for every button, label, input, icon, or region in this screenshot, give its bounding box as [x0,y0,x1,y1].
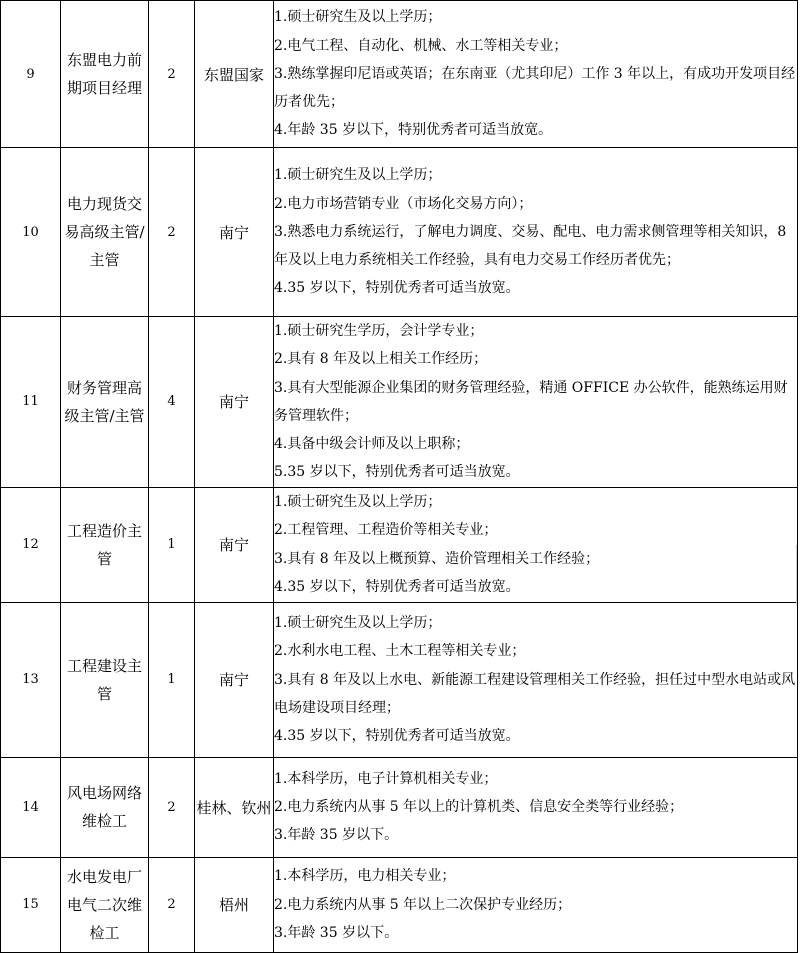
requirement-line: 1.硕士研究生及以上学历； [274,494,442,511]
headcount-cell: 2 [149,757,195,857]
job-title-cell: 电力现货交易高级主管/主管 [61,148,149,317]
requirement-line: 2.电力系统内从事 5 年以上二次保护专业经历； [274,896,572,913]
requirement-line: 3.熟练掌握印尼语或英语；在东南亚（尤其印尼）工作 3 年以上，有成功开发项目经历者优先； [274,65,796,111]
location-cell: 梧州 [195,857,274,952]
job-title-cell: 财务管理高级主管/主管 [61,317,149,488]
location-cell: 南宁 [195,602,274,757]
row-number-cell: 9 [1,1,61,148]
requirement-line: 5.35 岁以下，特别优秀者可适当放宽。 [274,464,520,481]
requirements-cell [274,317,798,488]
requirement-line: 4.35 岁以下，特别优秀者可适当放宽。 [274,579,520,596]
requirement-line: 1.硕士研究生及以上学历； [274,167,442,184]
requirement-line: 1.本科学历，电力相关专业； [274,868,456,885]
requirement-line: 2.具有 8 年及以上相关工作经历； [274,351,488,368]
requirement-line: 1.硕士研究生学历，会计学专业； [274,323,484,339]
requirements-cell [274,148,798,317]
location-cell: 南宁 [195,148,274,317]
table-row [1,857,798,952]
row-number-cell: 14 [1,757,61,857]
headcount-cell: 2 [149,857,195,952]
requirements-cell [274,1,798,148]
requirements-cell [274,602,798,757]
job-title-cell: 东盟电力前期项目经理 [61,1,149,148]
requirement-line: 2.电气工程、自动化、机械、水工等相关专业； [274,37,568,54]
requirement-line: 4.35 岁以下，特别优秀者可适当放宽。 [274,728,520,745]
row-number-cell: 11 [1,317,61,488]
requirement-line: 4.年龄 35 岁以下，特别优秀者可适当放宽。 [274,122,553,139]
row-number-cell: 12 [1,487,61,602]
requirements-cell [274,857,798,952]
row-number-cell: 15 [1,857,61,952]
job-title-cell: 工程建设主管 [61,602,149,757]
requirement-line: 2.工程管理、工程造价等相关专业； [274,522,498,539]
edge-divider [796,545,801,605]
requirement-line: 2.水利水电工程、土木工程等相关专业； [274,643,526,660]
requirement-line: 3.年龄 35 岁以下。 [274,827,399,844]
location-cell: 桂林、钦州 [195,757,274,857]
requirement-line: 3.具有 8 年及以上水电、新能源工程建设管理相关工作经验，担任过中型水电站或风电场建设项目经理； [274,671,796,716]
row-number-cell: 13 [1,602,61,757]
table-row [1,148,798,317]
headcount-cell: 1 [149,602,195,757]
requirement-line: 3.具有 8 年及以上概预算、造价管理相关工作经验； [274,550,600,567]
location-cell: 南宁 [195,487,274,602]
requirement-line: 3.年龄 35 岁以下。 [274,924,399,941]
requirement-line: 3.具有大型能源企业集团的财务管理经验，精通 OFFICE 办公软件，能熟练运用财务管理软件； [274,379,788,424]
requirement-line: 1.硕士研究生及以上学历； [274,9,442,26]
requirement-line: 1.硕士研究生及以上学历； [274,615,442,632]
requirement-line: 1.本科学历，电子计算机相关专业； [274,770,498,787]
requirement-line: 2.电力系统内从事 5 年以上的计算机类、信息安全类等行业经验； [274,799,684,816]
headcount-cell: 2 [149,148,195,317]
table-row [1,317,798,488]
location-cell: 东盟国家 [195,1,274,148]
row-number-cell: 10 [1,148,61,317]
requirement-line: 4.35 岁以下，特别优秀者可适当放宽。 [274,280,520,297]
headcount-cell: 2 [149,1,195,148]
job-title-cell: 风电场网络维检工 [61,757,149,857]
job-title-cell: 水电发电厂电气二次维检工 [61,857,149,952]
headcount-cell: 4 [149,317,195,488]
requirements-cell [274,757,798,857]
table-row [1,487,798,602]
requirement-line: 3.熟悉电力系统运行，了解电力调度、交易、配电、电力需求侧管理等相关知识，8 年及以上电力系统相关工作经验，具有电力交易工作经历者优先； [274,223,787,269]
table-row [1,602,798,757]
table-row [1,757,798,857]
headcount-cell: 1 [149,487,195,602]
recruitment-table-body [1,1,798,953]
job-title-cell: 工程造价主管 [61,487,149,602]
requirement-line: 2.电力市场营销专业（市场化交易方向）； [274,195,533,212]
location-cell: 南宁 [195,317,274,488]
requirements-cell [274,487,798,602]
table-row [1,1,798,148]
requirement-line: 4.具备中级会计师及以上职称； [274,436,470,453]
